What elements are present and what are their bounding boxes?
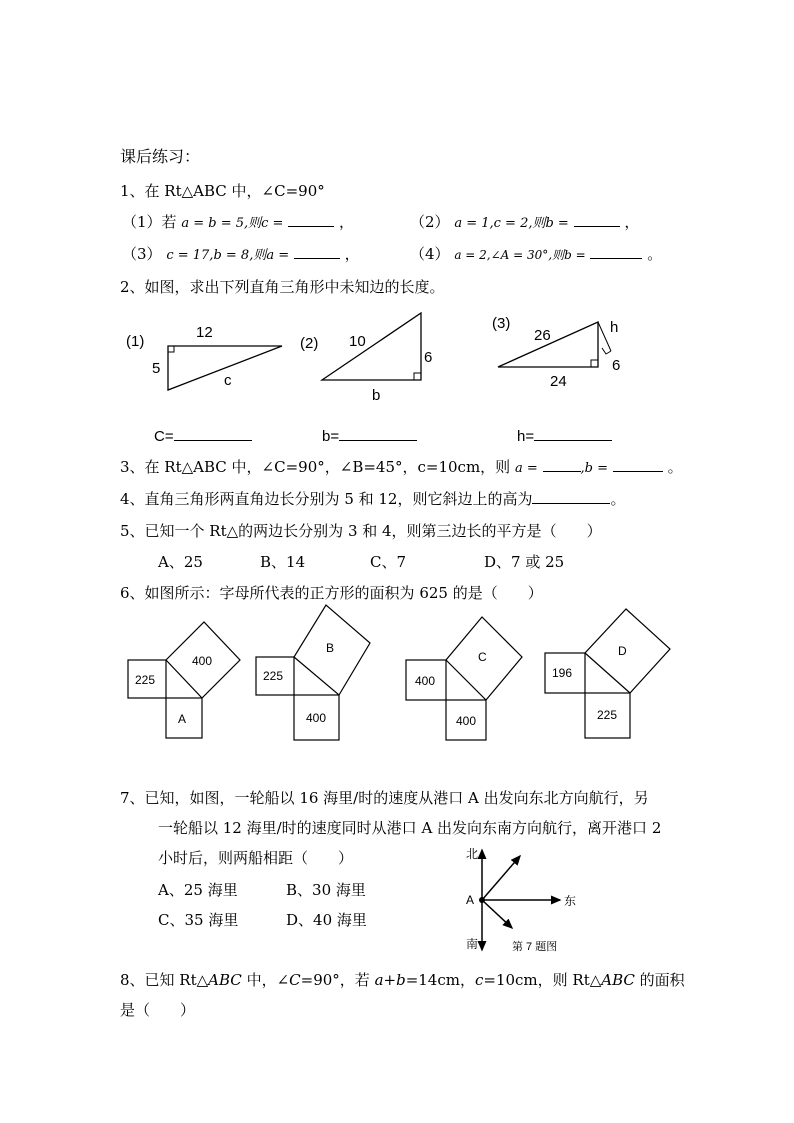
q5-option-d[interactable]: D、7 或 25	[484, 553, 565, 571]
q3	[120, 457, 683, 479]
tri2-label: (2)	[300, 335, 319, 352]
tri3-hyp: 26	[534, 327, 551, 344]
q7-line2: 一轮船以 12 海里/时的速度同时从港口 A 出发向东南方向航行，离开港口 2	[158, 819, 662, 837]
q8-line1	[120, 970, 685, 990]
q8-mid: 中，∠	[241, 971, 290, 989]
q7-option-a[interactable]: A、25 海里	[158, 881, 238, 899]
page-title: 课后练习：	[120, 147, 201, 166]
q4-blank[interactable]	[532, 489, 610, 504]
q8-mid3: =14cm，	[405, 971, 475, 989]
square-figure-2	[250, 605, 385, 745]
tri2-bottom: b	[372, 387, 381, 404]
compass-origin: A	[466, 893, 475, 907]
tri3-bottom: 24	[550, 373, 567, 390]
q7-option-c[interactable]: C、35 海里	[158, 911, 239, 929]
compass-caption: 第 7 题图	[512, 941, 558, 953]
q1-part2-blank[interactable]	[574, 212, 620, 227]
tri2-right: 6	[424, 349, 433, 366]
q1-part4-tail: 。	[647, 245, 663, 263]
fig4-bottom: 225	[597, 708, 618, 722]
q4	[120, 489, 626, 509]
q1-part1-tail: ，	[339, 213, 355, 231]
tri1-hyp: c	[224, 372, 232, 389]
q1-part1-math: a = b = 5,则c =	[181, 216, 284, 231]
q6-text: 6、如图所示：字母所代表的正方形的面积为 625 的是（ ）	[120, 584, 543, 602]
q8-line2: 是（ ）	[120, 1001, 196, 1019]
tri1-label: (1)	[126, 333, 145, 350]
square-figure-4	[540, 605, 675, 745]
triangle-figure-2	[296, 308, 436, 408]
q4-tail: 。	[610, 490, 626, 508]
q1-part2-math: a = 1,c = 2,则b =	[454, 216, 569, 231]
q2-answer-1-blank[interactable]	[174, 426, 252, 441]
q5-option-b[interactable]: B、14	[260, 553, 306, 571]
q2-answer-3-blank[interactable]	[534, 426, 612, 441]
q1-part2-tail: ，	[624, 213, 640, 231]
compass-north: 北	[466, 847, 479, 861]
q1-part3-tail: ，	[344, 245, 360, 263]
q8-abc: ABC	[208, 971, 242, 989]
q3-tail: 。	[667, 458, 683, 476]
square-figure-1	[118, 610, 248, 745]
q1-part2	[410, 212, 639, 234]
q1-part4-math: a = 2,∠A = 30°,则b =	[454, 248, 586, 262]
q1-part3	[122, 244, 360, 266]
q2-answer-2-label: b=	[322, 428, 340, 445]
compass-east: 东	[564, 894, 577, 908]
q7-option-d[interactable]: D、40 海里	[286, 911, 367, 929]
q8-cond: a+b	[374, 971, 406, 989]
compass-figure	[458, 842, 588, 957]
q8-c: C	[289, 971, 301, 989]
tri3-right-angle	[591, 360, 598, 367]
q2-answer-1-label: C=	[154, 428, 174, 445]
fig2-bottom: 400	[306, 711, 327, 725]
tri2-shape	[322, 313, 421, 380]
q2-answer-3-label: h=	[517, 428, 535, 445]
q1-part2-label: （2）	[410, 213, 450, 231]
q1-part3-math: c = 17,b = 8,则a =	[166, 248, 290, 263]
q2-answer-2	[322, 426, 417, 447]
q5-text: 5、已知一个 Rt△的两边长分别为 3 和 4，则第三边长的平方是（ ）	[120, 522, 602, 540]
q3-math-b: ,b =	[580, 461, 609, 476]
q1-part4	[410, 244, 662, 265]
q7-option-b[interactable]: B、30 海里	[286, 881, 366, 899]
compass-south: 南	[466, 937, 479, 951]
fig3-left: 400	[415, 674, 436, 688]
tri2-right-angle	[414, 373, 421, 380]
fig2-left: 225	[263, 669, 284, 683]
q1-part1-blank[interactable]	[288, 212, 334, 227]
q7-line1: 7、已知，如图，一轮船以 16 海里/时的速度从港口 A 出发向东北方向航行，另	[120, 789, 649, 807]
q7-line3: 小时后，则两船相距（ ）	[158, 849, 354, 867]
q8-mid2: =90°，若	[300, 971, 375, 989]
q3-blank-b[interactable]	[613, 457, 663, 472]
q3-blank-a[interactable]	[543, 457, 581, 472]
q1-stem: 1、在 Rt△ABC 中，∠C=90°	[120, 182, 325, 200]
q2-stem: 2、如图，求出下列直角三角形中未知边的长度。	[120, 278, 445, 296]
q1-part3-label: （3）	[122, 245, 162, 263]
fig1-left: 225	[135, 673, 156, 687]
q2-answer-3	[517, 426, 612, 447]
q8-abc2: ABC	[601, 971, 635, 989]
tri3-side: 6	[612, 357, 621, 374]
q1-part1	[122, 212, 354, 234]
fig4-left: 196	[552, 666, 573, 680]
q1-part3-blank[interactable]	[294, 244, 340, 259]
q3-text: 3、在 Rt△ABC 中，∠C=90°，∠B=45°，c=10cm，则	[120, 458, 511, 476]
q5-option-a[interactable]: A、25	[158, 553, 203, 571]
fig3-bottom: 400	[456, 714, 477, 728]
q2-answer-1	[154, 426, 252, 447]
tri3-label: (3)	[492, 315, 511, 332]
tri1-right-angle	[168, 346, 174, 352]
tri2-hyp: 10	[349, 333, 366, 350]
q5-option-c[interactable]: C、7	[370, 553, 407, 571]
q1-part4-blank[interactable]	[590, 244, 642, 259]
fig1-hyp: 400	[192, 654, 213, 668]
fig1-bottom: A	[178, 712, 187, 726]
q2-answer-2-blank[interactable]	[339, 426, 417, 441]
q8-pre: 8、已知 Rt△	[120, 971, 209, 989]
tri1-left: 5	[152, 360, 161, 377]
fig4-hyp: D	[618, 644, 627, 658]
triangle-figure-1	[120, 318, 290, 398]
tri1-top: 12	[196, 324, 213, 341]
q1-part1-label: （1）若	[122, 213, 177, 231]
fig3-hyp: C	[478, 650, 487, 664]
q3-math-a: a =	[514, 461, 538, 476]
square-figure-3	[398, 605, 533, 745]
q8-tail: 的面积	[634, 971, 685, 989]
fig2-hyp: B	[326, 641, 335, 655]
q4-text: 4、直角三角形两直角边长分别为 5 和 12，则它斜边上的高为	[120, 490, 533, 508]
tri3-h: h	[610, 319, 619, 336]
q8-c2: c	[474, 971, 484, 989]
q8-mid4: =10cm，则 Rt△	[483, 971, 602, 989]
q1-part4-label: （4）	[410, 245, 450, 263]
triangle-figure-3	[488, 310, 638, 390]
